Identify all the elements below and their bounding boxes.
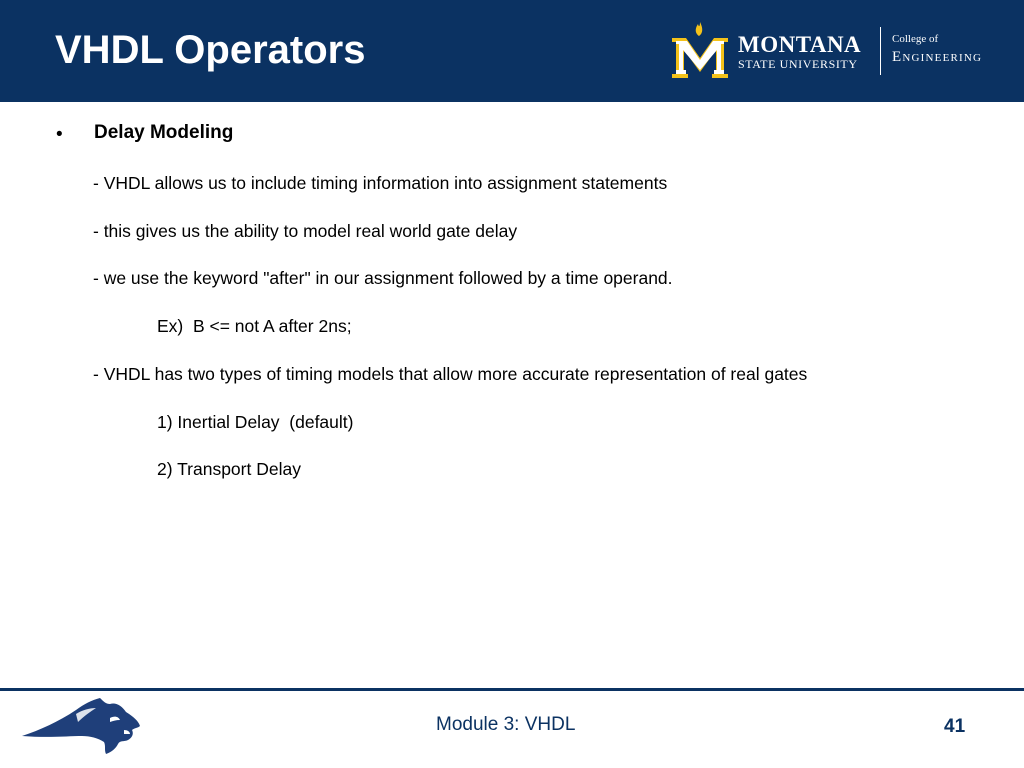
content-line: Ex) B <= not A after 2ns; — [157, 316, 352, 336]
logo-montana-text: MONTANA — [738, 32, 862, 57]
content-line: 1) Inertial Delay (default) — [157, 412, 354, 432]
msu-m-torch-icon — [668, 20, 732, 80]
content-line: - this gives us the ability to model real world gate delay — [93, 221, 518, 241]
content-line: 2) Transport Delay — [157, 459, 301, 479]
slide-header — [0, 0, 1024, 102]
content-line: - VHDL has two types of timing models that allow more accurate representation of real gates — [93, 364, 808, 384]
logo-divider — [880, 27, 881, 75]
footer-page-number: 41 — [944, 716, 966, 737]
content-heading: Delay Modeling — [94, 122, 234, 143]
logo-msu-subtitle: STATE UNIVERSITY — [738, 57, 858, 71]
content-line: - we use the keyword "after" in our assignment followed by a time operand. — [93, 268, 673, 288]
bobcat-logo-icon — [20, 696, 142, 756]
logo-college-prefix: College of — [892, 33, 939, 45]
slide-title: VHDL Operators — [55, 28, 366, 72]
logo-college-name: Engineering — [892, 49, 983, 65]
content-line: - VHDL allows us to include timing information into assignment statements — [93, 173, 668, 193]
bullet-dot: • — [56, 124, 63, 145]
university-logo — [668, 20, 1018, 80]
footer-divider — [0, 688, 1024, 691]
footer-module-title: Module 3: VHDL — [436, 714, 576, 735]
